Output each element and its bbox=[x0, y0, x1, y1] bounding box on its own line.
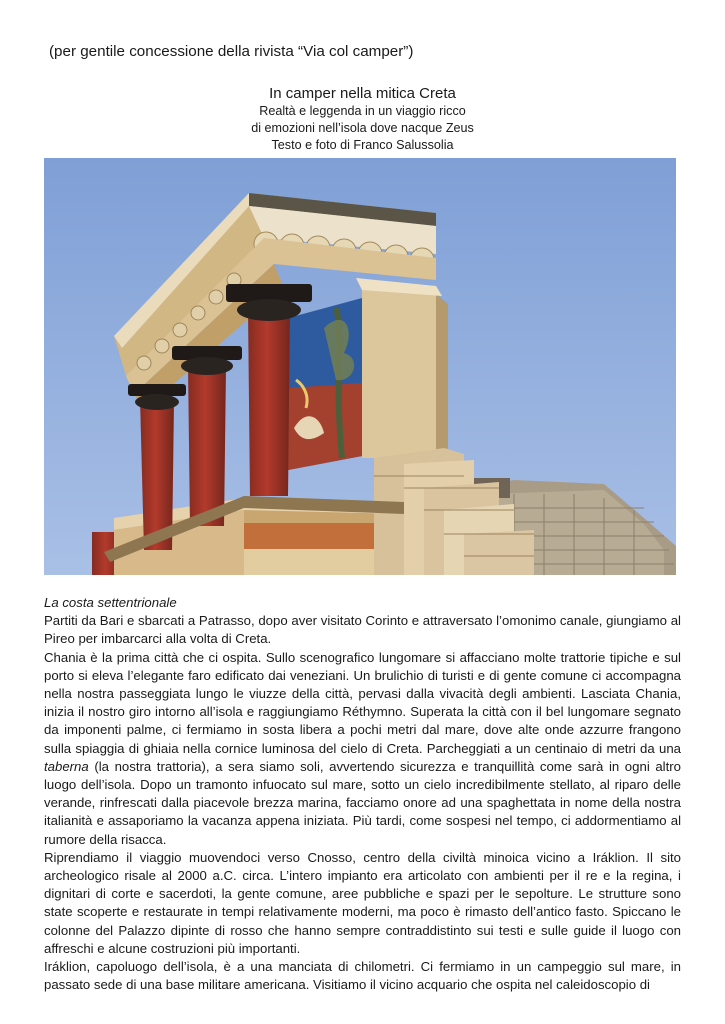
article-body bbox=[44, 594, 681, 994]
article-title: In camper nella mitica Creta bbox=[269, 85, 456, 102]
article-header bbox=[0, 84, 725, 154]
paragraph-2-part-2: (la nostra trattoria), a sera siamo soli, avvertendo sicurezza e tranquillità come sarà in ogni altro luogo dell’isola. Dopo un tramonto infuocato sul mare, sotto un cielo incredibilmente stellato, al riparo delle verande, rinfrescati dalla piacevole brezza marina, facciamo onore ad una spaghettata in nome della nostra italianità e assaporiamo la vacanza appena iniziata. Più tardi, come sospesi nel tempo, ci addormentiamo al rumore della risacca. bbox=[44, 758, 681, 847]
article-subtitle-line-2: di emozioni nell’isola dove nacque Zeus bbox=[251, 121, 474, 135]
bull-fresco bbox=[288, 298, 362, 470]
paragraph-2-part-1: Chania è la prima città che ci ospita. Sullo scenografico lungomare si affacciano molte trattorie tipiche e sul porto si eleva l’elegante faro edificato dai veneziani. Un brulichio di turisti e di gente comune ci accompagna nella nostra passeggiata lungo le viuzze della città, pervasi dalla vivacità degli ambienti. Lasciata Chania, inizia il nostro giro intorno all’isola e raggiungiamo Réthymno. Superata la città con il bel lungomare segnato da imponenti palme, ci fermiamo in sosta libera a pochi metri dal mare, dove alte onde azzurre frangono sulla spiaggia di ghiaia nella cornice luminosa del cielo di Creta. Parcheggiati a un centinaio di metri da una bbox=[44, 649, 681, 756]
paragraph-2 bbox=[44, 649, 681, 849]
paragraph-1: Partiti da Bari e sbarcati a Patrasso, dopo aver visitato Corinto e attraversato l’omonimo canale, giungiamo al Pireo per imbarcarci alla volta di Creta. bbox=[44, 613, 681, 647]
article-byline: Testo e foto di Franco Salussolia bbox=[271, 138, 454, 152]
section-heading: La costa settentrionale bbox=[44, 595, 177, 610]
paragraph-4: Iráklion, capoluogo dell’isola, è a una manciata di chilometri. Ci fermiamo in un campeggio sul mare, in passato sede di una base militare americana. Visitiamo il vicino acquario che ospita nel caleidoscopio di bbox=[44, 959, 681, 993]
credit-line: (per gentile concessione della rivista “Via col camper”) bbox=[49, 43, 414, 60]
article-subtitle-line-1: Realtà e leggenda in un viaggio ricco bbox=[259, 104, 466, 118]
stone-pier bbox=[356, 278, 448, 458]
paragraph-3: Riprendiamo il viaggio muovendoci verso Cnosso, centro della civiltà minoica vicino a Iráklion. Il sito archeologico risale al 2000 a.C. circa. L’intero impianto era articolato con ambienti per il re e la regina, i dignitari di corte e sacerdoti, la gente comune, aree pubbliche e spazi per le sepolture. Le strutture sono state scoperte e restaurate in tempi relativamente moderni, ma poco è rimasto dell’antico fasto. Spiccano le colonne del Palazzo dipinte di rosso che hanno sempre contraddistinto sui testi e sulle guide il luogo con affreschi e alcune costruzioni più importanti. bbox=[44, 849, 681, 956]
knossos-palace-photo bbox=[44, 158, 676, 575]
italic-term-taberna: taberna bbox=[44, 758, 89, 774]
